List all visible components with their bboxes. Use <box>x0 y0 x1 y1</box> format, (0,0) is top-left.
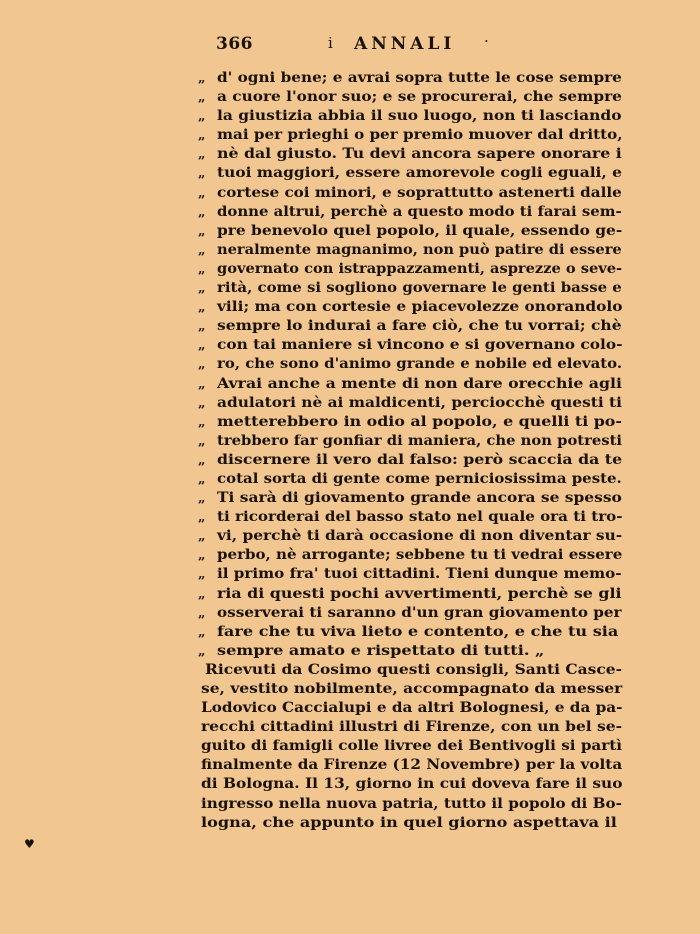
quote-mark: „ <box>198 529 206 545</box>
quote-mark: „ <box>198 491 206 507</box>
margin-mark-icon: ♥ <box>24 837 35 851</box>
text-line <box>198 451 622 470</box>
header-dot: · <box>484 32 489 50</box>
text-line <box>198 355 622 374</box>
line-text: ti ricorderai del basso stato nel quale ora ti tro- <box>217 509 623 526</box>
line-text: osserverai ti saranno d'un gran giovamento per <box>217 604 622 621</box>
line-text: guito di famigli colle livree dei Bentivogli si partì <box>201 738 623 755</box>
line-text: Lodovico Caccialupi e da altri Bolognesi, e da pa- <box>201 700 623 717</box>
line-text: se, vestito nobilmente, accompagnato da messer <box>201 681 623 697</box>
line-text: Ricevuti da Cosimo questi consigli, Santi Casce- <box>205 661 623 678</box>
quote-mark: „ <box>198 166 206 182</box>
line-text: logna, che appunto in quel giorno aspettava il <box>201 814 617 831</box>
text-line <box>198 642 622 661</box>
header-separator: i <box>328 34 333 52</box>
quote-mark: „ <box>198 319 206 335</box>
text-line <box>198 527 622 546</box>
line-text: adulatori nè ai maldicenti, perciocchè questi ti <box>217 394 622 411</box>
text-line <box>198 508 622 527</box>
quote-mark: „ <box>198 185 206 201</box>
text-line <box>198 69 622 88</box>
line-text: Avrai anche a mente di non dare orecchie agli <box>217 375 622 392</box>
text-line <box>198 814 622 833</box>
quote-mark: „ <box>198 204 206 220</box>
text-line <box>198 661 622 680</box>
quote-mark: „ <box>198 300 206 316</box>
line-text: Ti sarà di giovamento grande ancora se spesso <box>217 490 622 507</box>
line-text: di Bologna. Il 13, giorno in cui doveva fare il suo <box>201 776 623 793</box>
quote-mark: „ <box>198 433 206 449</box>
quote-mark: „ <box>198 471 206 487</box>
page-header <box>216 34 626 58</box>
line-text: d' ogni bene; e avrai sopra tutte le cose sempre <box>217 70 622 86</box>
line-text: la giustizia abbia il suo luogo, non ti lasciando <box>217 108 622 125</box>
line-text: ingresso nella nuova patria, tutto il popolo di Bo- <box>201 795 622 812</box>
text-line <box>198 756 622 775</box>
line-text: cortese coi minori, e soprattutto astenerti dalle <box>217 184 622 201</box>
line-text: discernere il vero dal falso: però scaccia da te <box>217 451 623 468</box>
text-line <box>198 184 622 203</box>
text-line <box>198 88 622 107</box>
text-line <box>198 164 622 183</box>
text-line <box>198 241 622 260</box>
line-text: sempre amato e rispettato di tutti. „ <box>217 642 545 659</box>
quote-mark: „ <box>198 643 206 659</box>
text-line <box>198 298 622 317</box>
line-text: rità, come si sogliono governare le genti basse e <box>217 280 622 297</box>
page-number: 366 <box>216 34 253 54</box>
line-text: sempre lo indurai a fare ciò, che tu vorrai; chè <box>217 318 622 335</box>
quote-mark: „ <box>198 376 206 392</box>
text-line <box>198 279 622 298</box>
line-text: ria di questi pochi avvertimenti, perchè se gli <box>217 585 622 602</box>
text-line <box>198 107 622 126</box>
text-line <box>198 604 622 623</box>
quote-mark: „ <box>198 128 206 144</box>
quote-mark: „ <box>198 395 206 411</box>
text-line <box>198 680 622 699</box>
quote-mark: „ <box>198 452 206 468</box>
text-line <box>198 737 622 756</box>
text-line <box>198 699 622 718</box>
line-text: fare che tu viva lieto e contento, e che tu sia <box>217 623 619 640</box>
quote-mark: „ <box>198 548 206 564</box>
quote-mark: „ <box>198 71 206 86</box>
line-text: trebbero far gonfiar di maniera, che non potresti <box>217 432 623 449</box>
quote-mark: „ <box>198 90 206 106</box>
text-line <box>198 126 622 145</box>
quote-mark: „ <box>198 338 206 354</box>
line-text: vili; ma con cortesie e piacevolezze onorandolo <box>217 299 623 316</box>
line-text: recchi cittadini illustri di Firenze, con un bel se- <box>201 719 623 736</box>
quote-mark: „ <box>198 281 206 297</box>
running-title: ANNALI <box>354 34 456 54</box>
line-text: il primo fra' tuoi cittadini. Tieni dunque memo- <box>217 566 622 583</box>
line-text: neralmente magnanimo, non può patire di essere <box>217 241 622 258</box>
line-text: governato con istrappazzamenti, asprezze o seve- <box>217 260 623 277</box>
text-line <box>198 375 622 394</box>
line-text: nè dal giusto. Tu devi ancora sapere onorare i <box>217 146 622 163</box>
quote-mark: „ <box>198 261 206 277</box>
quote-mark: „ <box>198 605 206 621</box>
quote-mark: „ <box>198 357 206 373</box>
text-line <box>198 260 622 279</box>
line-text: vi, perchè ti darà occasione di non diventar su- <box>217 528 623 545</box>
text-line <box>198 413 622 432</box>
text-line <box>198 432 622 451</box>
line-text: ro, che sono d'animo grande e nobile ed elevato. <box>217 356 623 373</box>
line-text: perbo, nè arrogante; sebbene tu ti vedrai essere <box>217 547 623 564</box>
line-text: pre benevolo quel popolo, il quale, essendo ge- <box>217 222 623 239</box>
text-line <box>198 775 622 794</box>
quote-mark: „ <box>198 414 206 430</box>
line-text: a cuore l'onor suo; e se procurerai, che sempre <box>217 89 622 106</box>
quote-mark: „ <box>198 109 206 125</box>
text-line <box>198 489 622 508</box>
quote-mark: „ <box>198 510 206 526</box>
quote-mark: „ <box>198 242 206 258</box>
quote-mark: „ <box>198 624 206 640</box>
line-text: metterebbero in odio al popolo, e quelli ti po- <box>217 413 622 430</box>
text-line <box>198 145 622 164</box>
text-line <box>198 222 622 241</box>
line-text: cotal sorta di gente come perniciosissima peste. <box>217 470 622 487</box>
text-line <box>198 203 622 222</box>
quote-mark: „ <box>198 586 206 602</box>
text-line <box>198 317 622 336</box>
text-line <box>198 470 622 489</box>
line-text: donne altrui, perchè a questo modo ti farai sem- <box>217 203 622 220</box>
quote-mark: „ <box>198 147 206 163</box>
line-text: mai per prieghi o per premio muover dal dritto, <box>217 127 623 144</box>
quote-mark: „ <box>198 223 206 239</box>
text-line <box>198 718 622 737</box>
text-line <box>198 585 622 604</box>
body-text <box>198 69 622 833</box>
line-text: finalmente da Firenze (12 Novembre) per la volta <box>201 757 623 774</box>
quote-mark: „ <box>198 567 206 583</box>
text-line <box>198 394 622 413</box>
text-line <box>198 565 622 584</box>
text-line <box>198 336 622 355</box>
line-text: tuoi maggiori, essere amorevole cogli eguali, e <box>217 165 622 182</box>
line-text: con tai maniere si vincono e si governano colo- <box>217 337 623 354</box>
text-line <box>198 623 622 642</box>
text-line <box>198 546 622 565</box>
text-line <box>198 795 622 814</box>
